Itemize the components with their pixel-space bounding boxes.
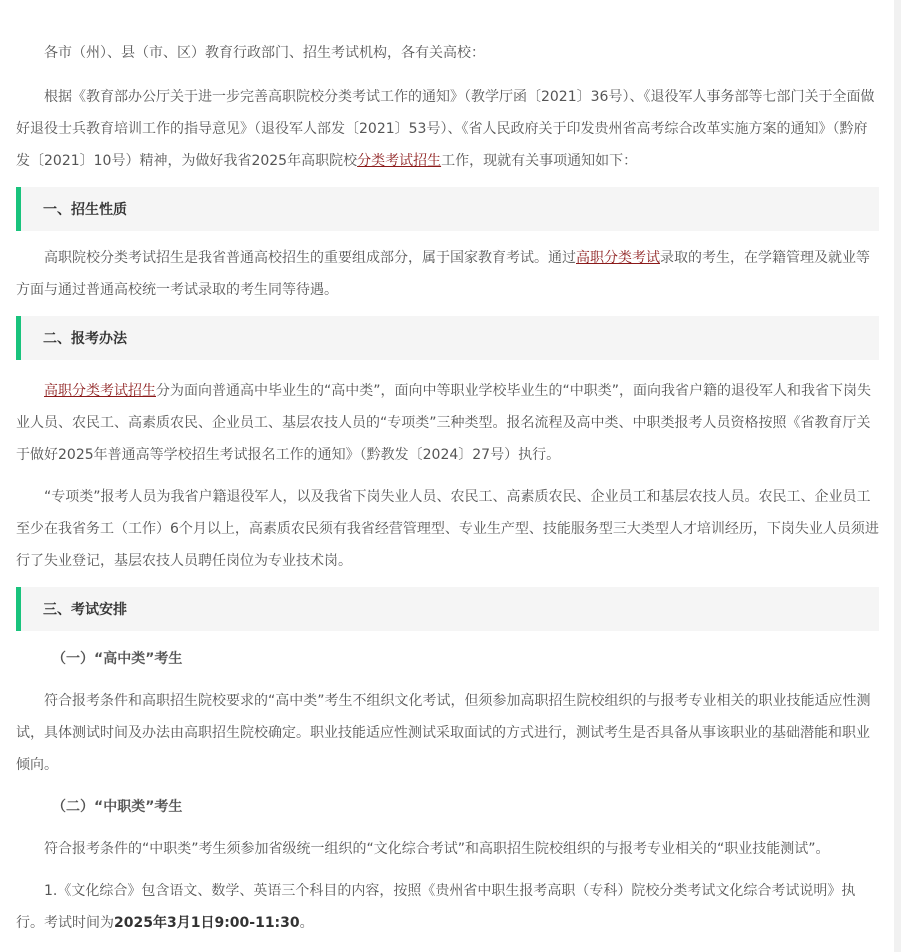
- high-school-text: 符合报考条件和高职招生院校要求的“高中类”考生不组织文化考试，但须参加高职招生院校组织的与报考专业相关的职业技能适应性测试，具体测试时间及办法由高职招生院校确定。职业技能适应性测试采取面试的方式进行，测试考生是否具备从事该职业的基础潜能和职业倾向。: [16, 693, 871, 773]
- intro-text: 根据《教育部办公厅关于进一步完善高职院校分类考试工作的通知》（教学厅函〔2021〕36号）、《退役军人事务部等七部门关于全面做好退役士兵教育培训工作的指导意见》（退役军人部发〔2021〕53号）、《省人民政府关于印发贵州省高考综合改革实施方案的通知》（黔府发〔2021〕10号）精神，为做好我省2025年高职院校: [16, 89, 875, 169]
- salutation: [16, 37, 879, 69]
- keyword-link[interactable]: 高职分类考试招生: [44, 383, 156, 399]
- section-heading-nature: [16, 187, 879, 231]
- intro-paragraph: [16, 81, 879, 177]
- apply-paragraph-1: [16, 375, 879, 471]
- section-title: 一、招生性质: [43, 202, 127, 218]
- keyword-link[interactable]: 高职分类考试: [576, 250, 660, 266]
- section-heading-exam: [16, 587, 879, 631]
- scrollbar-track[interactable]: [894, 0, 901, 952]
- nature-text-end: 录取的考生，在学籍管理及就业等方面与通过普通高校统一考试录取的考生同等待遇。: [16, 250, 870, 298]
- item-1-paragraph: [16, 875, 879, 939]
- vocational-paragraph: [16, 833, 879, 865]
- apply-text: 分为面向普通高中毕业生的“高中类”，面向中等职业学校毕业生的“中职类”，面向我省户籍的退役军人和我省下岗失业人员、农民工、高素质农民、企业员工、基层农技人员的“专项类”三种类型。报名流程及高中类、中职类报考人员资格按照《省教育厅关于做好2025年普通高等学校招生考试报名工作的通知》（黔教发〔2024〕27号）执行。: [16, 383, 872, 463]
- subheading-text: （二）“中职类”考生: [52, 799, 183, 815]
- item-1-text: 1.《文化综合》包含语文、数学、英语三个科目的内容，按照《贵州省中职生报考高职（专科）院校分类考试文化综合考试说明》执行。考试时间为: [16, 883, 856, 931]
- keyword-link[interactable]: 分类考试招生: [357, 153, 442, 169]
- intro-text-end: 工作，现就有关事项通知如下：: [441, 153, 638, 169]
- high-school-paragraph: [16, 685, 879, 781]
- exam-date: 2025年3月1日9:00-11:30: [114, 915, 300, 931]
- subheading-high-school: [16, 643, 879, 675]
- item-1-text-end: 。: [299, 915, 314, 931]
- apply-text-2: “专项类”报考人员为我省户籍退役军人，以及我省下岗失业人员、农民工、高素质农民、企业员工和基层农技人员。农民工、企业员工至少在我省务工（工作）6个月以上，高素质农民须有我省经营管理型、专业生产型、技能服务型三大类型人才培训经历，下岗失业人员须进行了失业登记，基层农技人员聘任岗位为专业技术岗。: [16, 489, 879, 569]
- vocational-text: 符合报考条件的“中职类”考生须参加省级统一组织的“文化综合考试”和高职招生院校组织的与报考专业相关的“职业技能测试”。: [44, 841, 830, 857]
- subheading-text: （一）“高中类”考生: [52, 651, 183, 667]
- nature-text: 高职院校分类考试招生是我省普通高校招生的重要组成部分，属于国家教育考试。通过: [44, 250, 576, 266]
- apply-paragraph-2: [16, 481, 879, 577]
- section-title: 二、报考办法: [43, 331, 127, 347]
- article-body: [16, 0, 879, 952]
- salutation-text: 各市（州）、县（市、区）教育行政部门、招生考试机构，各有关高校：: [44, 45, 485, 61]
- section-title: 三、考试安排: [43, 602, 127, 618]
- subheading-vocational: [16, 791, 879, 823]
- section-heading-apply: [16, 316, 879, 360]
- nature-paragraph: [16, 242, 879, 306]
